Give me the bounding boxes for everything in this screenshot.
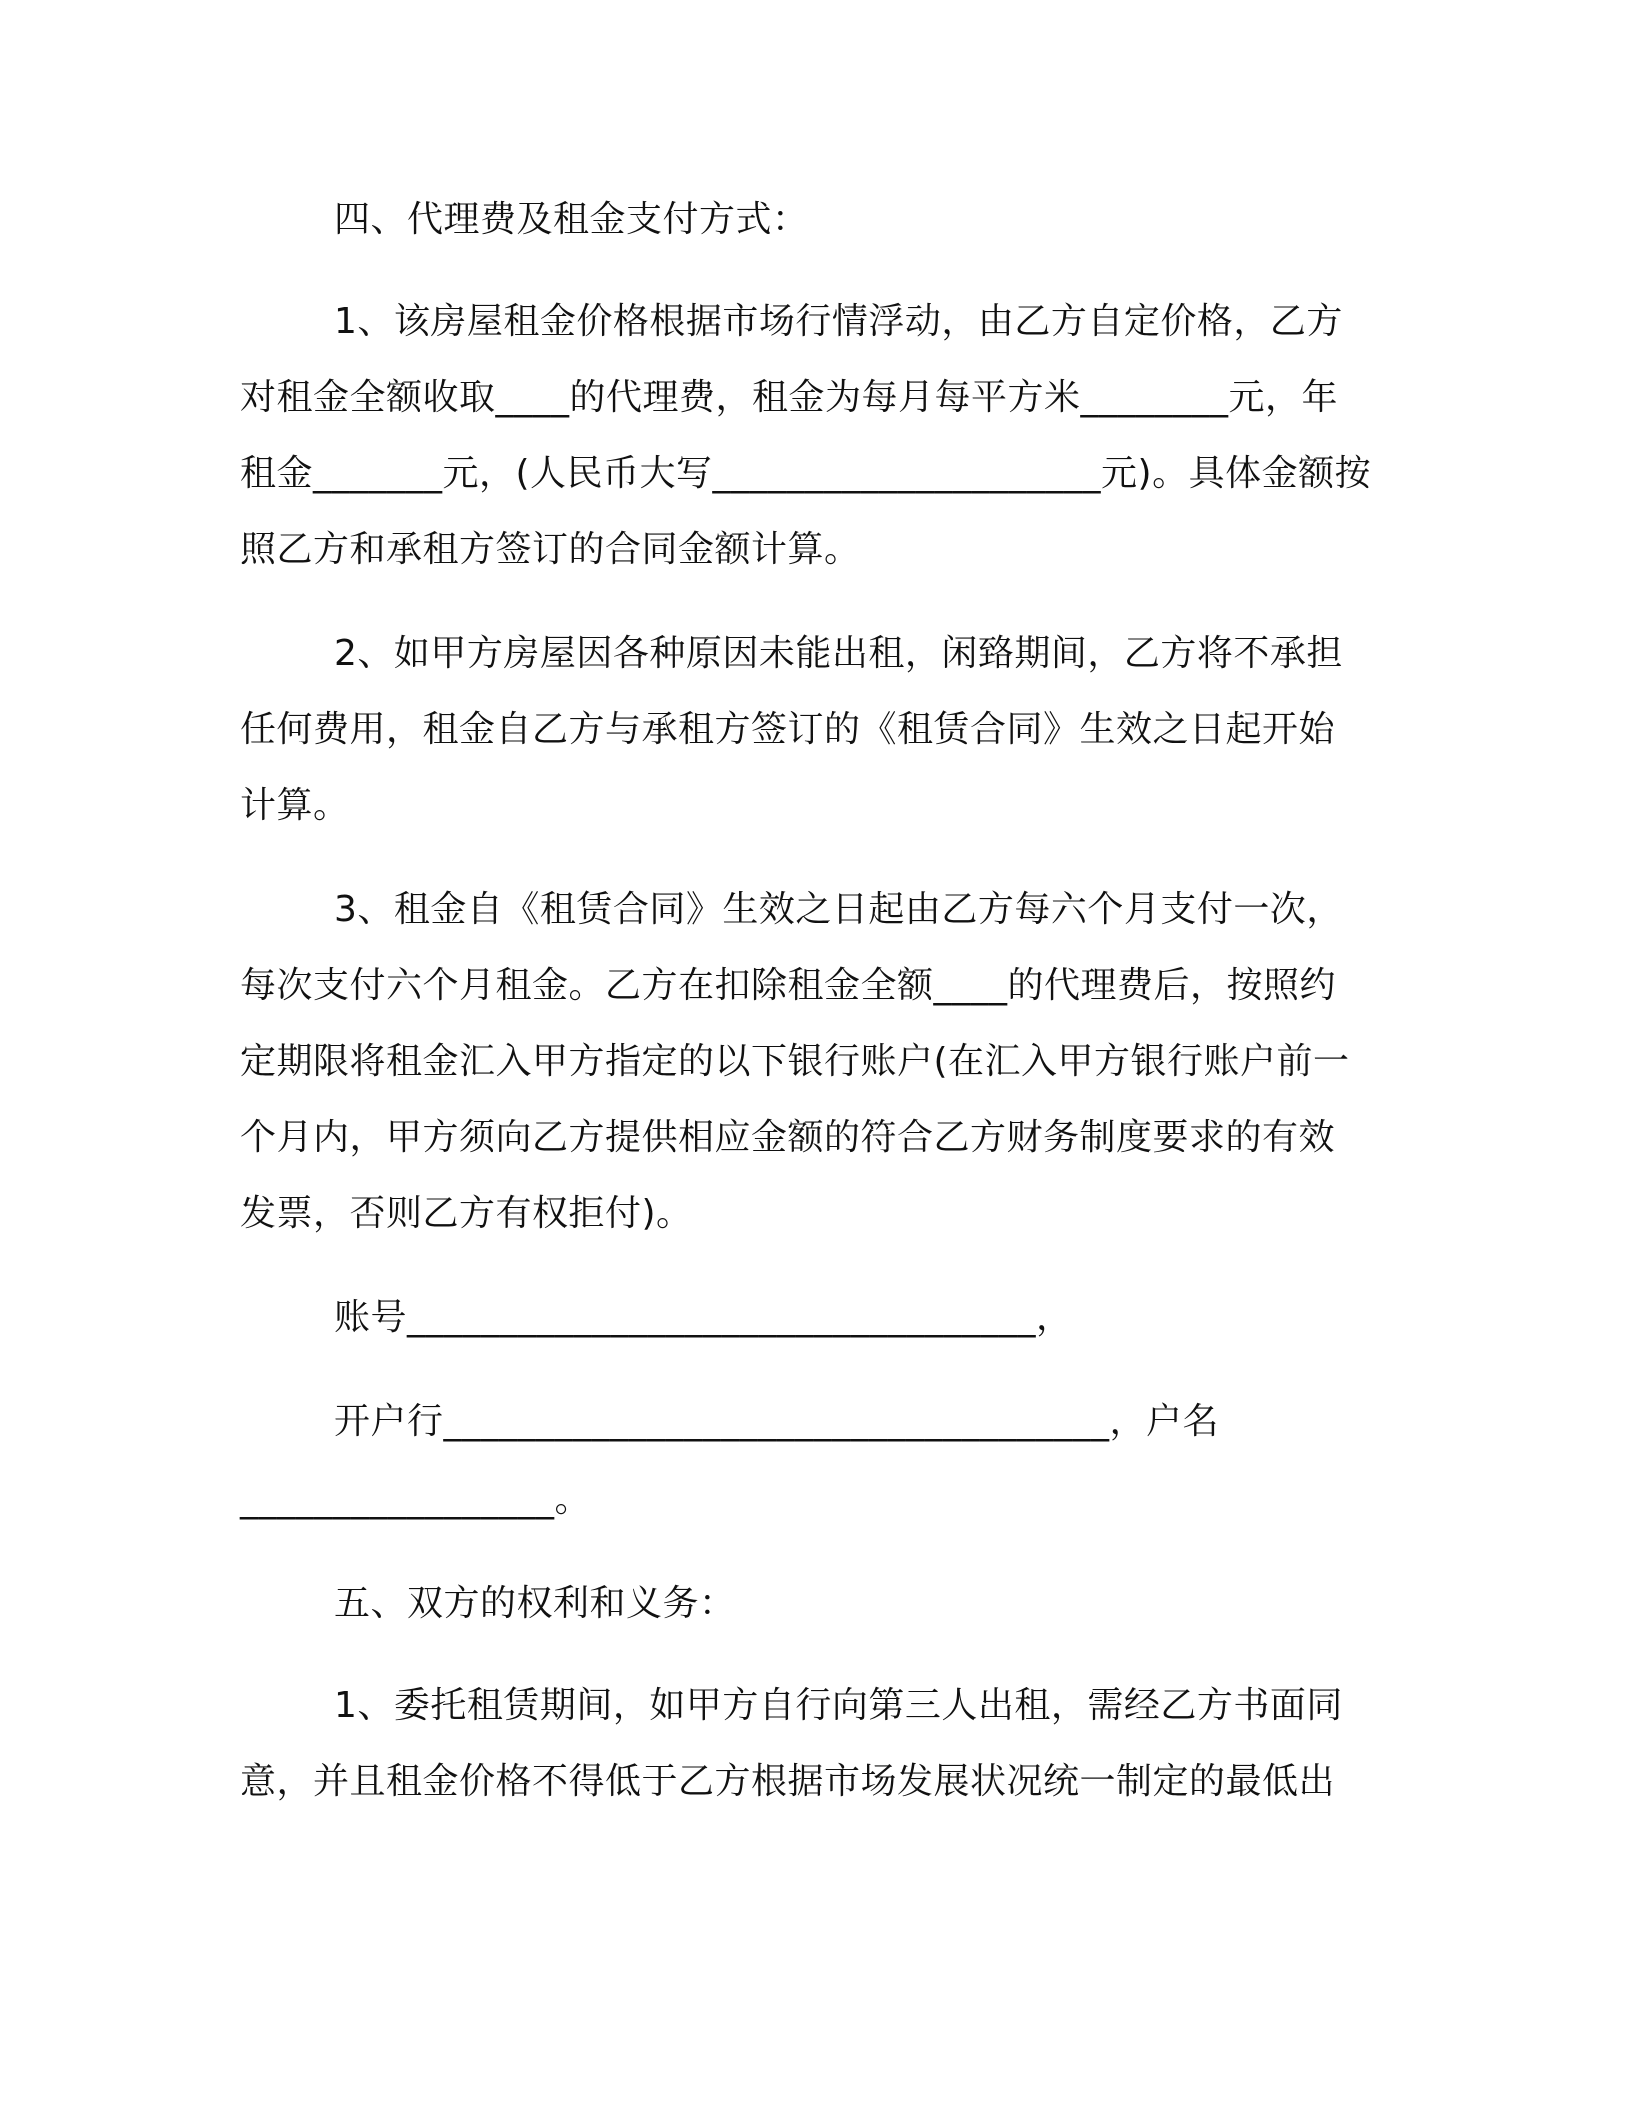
bank-line: 开户行____________________________________，户名 (334, 1401, 1220, 1442)
section-5-heading: 五、双方的权利和义务： (334, 1583, 736, 1624)
account-number-line: 账号__________________________________， (334, 1297, 1073, 1338)
paragraph-line: 2、如甲方房屋因各种原因未能出租，闲臵期间，乙方将不承担 (334, 633, 1343, 674)
paragraph-line: 对租金全额收取____的代理费，租金为每月每平方米________元，年 (240, 377, 1339, 418)
paragraph-line: 发票，否则乙方有权拒付)。 (240, 1193, 693, 1234)
paragraph-line: 每次支付六个月租金。乙方在扣除租金全额____的代理费后，按照约 (240, 965, 1337, 1006)
paragraph-line: 计算。 (240, 785, 350, 826)
paragraph-line: 照乙方和承租方签订的合同金额计算。 (240, 529, 861, 570)
paragraph-line: 意，并且租金价格不得低于乙方根据市场发展状况统一制定的最低出 (240, 1761, 1336, 1802)
paragraph-line: 租金_______元，(人民币大写_____________________元)。具体金额按 (240, 453, 1372, 494)
paragraph-line: 个月内，甲方须向乙方提供相应金额的符合乙方财务制度要求的有效 (240, 1117, 1336, 1158)
paragraph-line: 1、委托租赁期间，如甲方自行向第三人出租，需经乙方书面同 (334, 1685, 1343, 1726)
paragraph-line: 定期限将租金汇入甲方指定的以下银行账户(在汇入甲方银行账户前一 (240, 1041, 1350, 1082)
paragraph-line: 3、租金自《租赁合同》生效之日起由乙方每六个月支付一次， (334, 889, 1343, 930)
section-4-heading: 四、代理费及租金支付方式： (334, 199, 809, 240)
paragraph-line: 1、该房屋租金价格根据市场行情浮动，由乙方自定价格，乙方 (334, 301, 1343, 342)
paragraph-line: 任何费用，租金自乙方与承租方签订的《租赁合同》生效之日起开始 (240, 709, 1336, 750)
account-name-line: _________________。 (240, 1479, 591, 1520)
